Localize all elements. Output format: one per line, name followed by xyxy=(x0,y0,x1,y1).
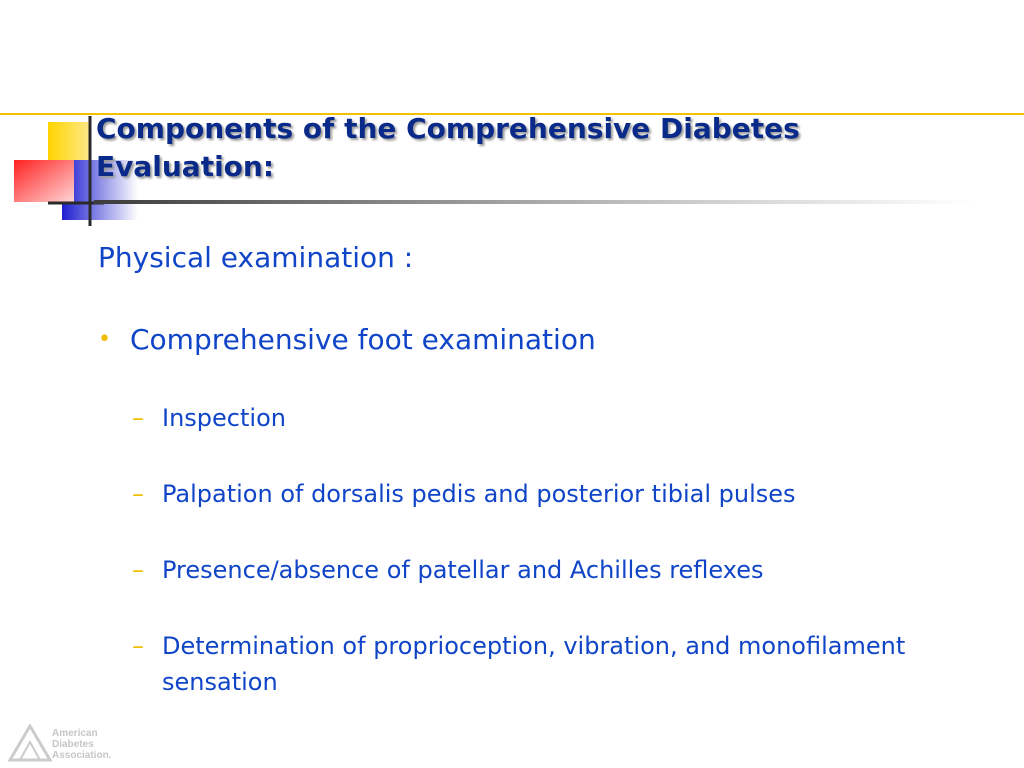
yellow-square xyxy=(48,122,90,162)
bullet-dot-icon: • xyxy=(98,327,111,352)
logo-line-3: Association. xyxy=(52,750,112,761)
title-line-1: Components of the Comprehensive Diabetes xyxy=(96,112,800,145)
sub-item-text: Palpation of dorsalis pedis and posterior tibial pulses xyxy=(162,480,796,508)
sub-item-text: Presence/absence of patellar and Achilles reflexes xyxy=(162,556,764,584)
logo-line-2: Diabetes xyxy=(52,739,94,750)
dash-icon: – xyxy=(132,632,144,660)
dash-icon: – xyxy=(132,404,144,432)
title-underline xyxy=(94,200,974,204)
bullet-text: Comprehensive foot examination xyxy=(130,323,596,356)
slide-title xyxy=(96,110,976,186)
dash-icon: – xyxy=(132,556,144,584)
logo-line-1: American xyxy=(52,728,98,739)
ada-logo-text xyxy=(52,728,111,761)
sub-item-text: Inspection xyxy=(162,404,286,432)
title-line-2: Evaluation: xyxy=(96,150,275,183)
red-square xyxy=(14,160,74,202)
section-heading: Physical examination : xyxy=(98,241,414,274)
dash-icon: – xyxy=(132,480,144,508)
sub-item-text: Determination of proprioception, vibration, and monofilament sensation xyxy=(162,632,906,696)
